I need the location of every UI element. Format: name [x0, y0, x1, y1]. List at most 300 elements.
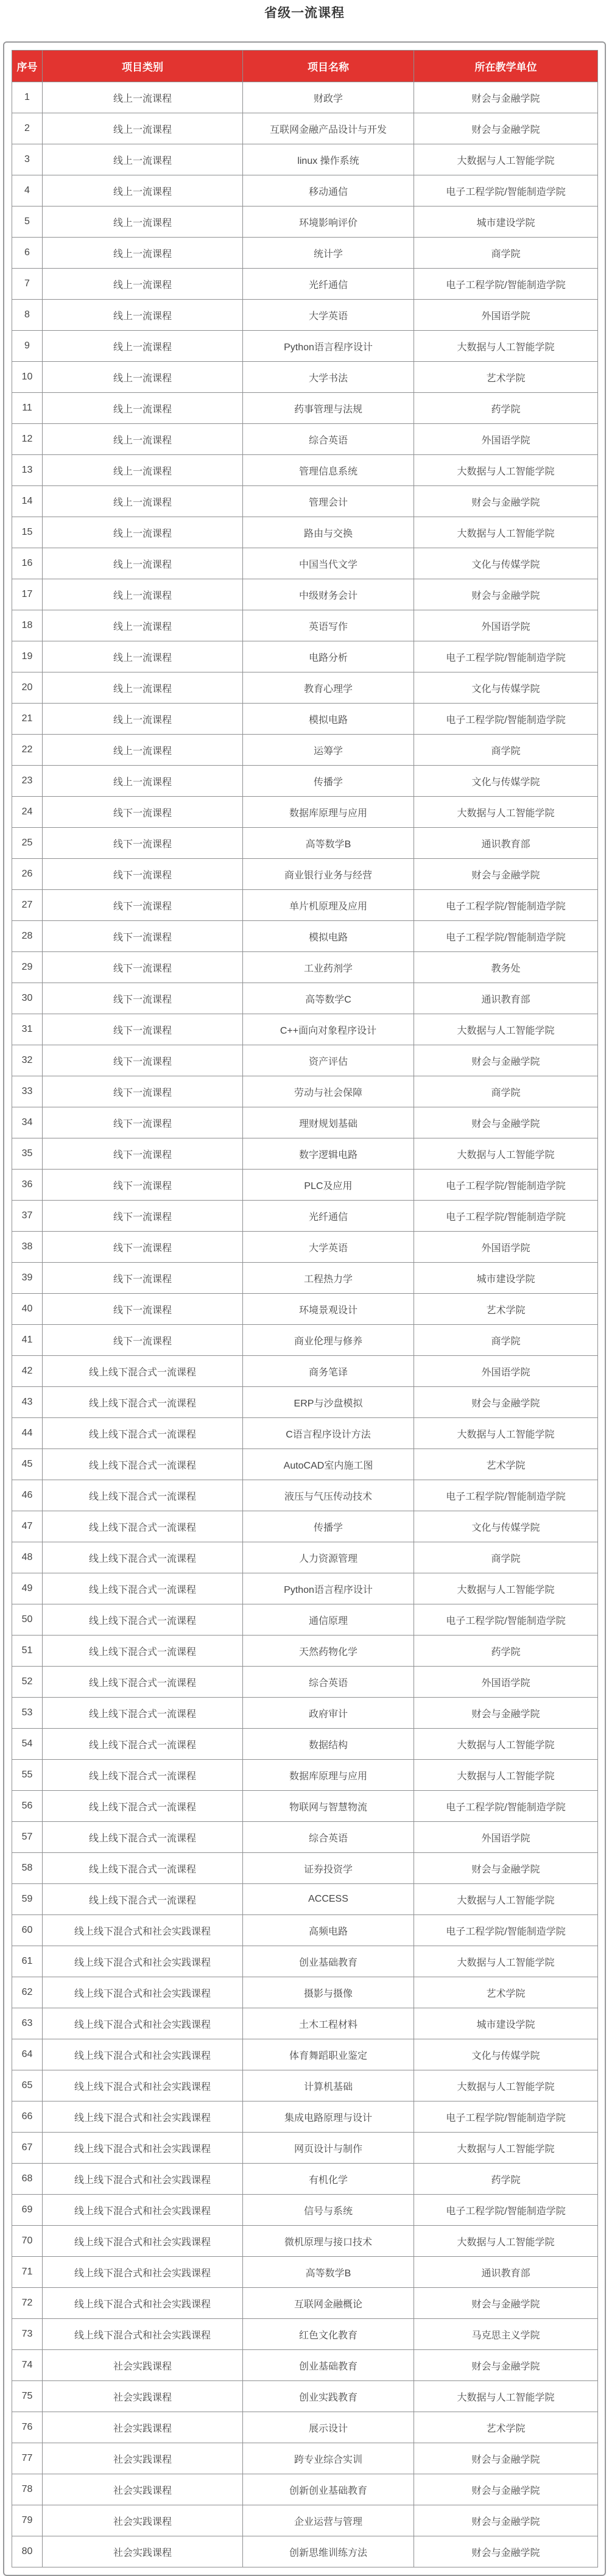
unit-cell: 电子工程学院/智能制造学院: [414, 269, 598, 300]
category-cell: 线上线下混合式和社会实践课程: [43, 2101, 243, 2133]
table-container: [3, 41, 606, 2576]
category-cell: 线上线下混合式一流课程: [43, 1760, 243, 1791]
unit-cell: 财会与金融学院: [414, 1107, 598, 1138]
course-name-cell: 高等数学B: [243, 828, 414, 859]
unit-cell: 药学院: [414, 2164, 598, 2195]
course-name-cell: 有机化学: [243, 2164, 414, 2195]
unit-cell: 通识教育部: [414, 2257, 598, 2288]
course-name-cell: 管理会计: [243, 486, 414, 517]
course-name-cell: 资产评估: [243, 1045, 414, 1076]
unit-cell: 电子工程学院/智能制造学院: [414, 2195, 598, 2226]
category-cell: 线上线下混合式和社会实践课程: [43, 2226, 243, 2257]
category-cell: 线下一流课程: [43, 859, 243, 890]
category-cell: 线上线下混合式一流课程: [43, 1636, 243, 1667]
table-row: [12, 1915, 598, 1946]
unit-cell: 电子工程学院/智能制造学院: [414, 1201, 598, 1232]
row-index-cell: 32: [12, 1045, 43, 1076]
category-cell: 线上一流课程: [43, 144, 243, 175]
unit-cell: 大数据与人工智能学院: [414, 517, 598, 548]
row-index-cell: 66: [12, 2101, 43, 2133]
unit-cell: 商学院: [414, 735, 598, 766]
category-cell: 线上线下混合式一流课程: [43, 1667, 243, 1698]
course-name-cell: AutoCAD室内施工图: [243, 1449, 414, 1480]
table-row: [12, 1076, 598, 1107]
row-index-cell: 30: [12, 983, 43, 1014]
table-row: [12, 1294, 598, 1325]
row-index-cell: 47: [12, 1511, 43, 1542]
category-cell: 线下一流课程: [43, 921, 243, 952]
table-row: [12, 1542, 598, 1573]
course-table: [12, 50, 598, 2567]
category-cell: 线上一流课程: [43, 206, 243, 238]
table-row: [12, 1170, 598, 1201]
course-name-cell: 企业运营与管理: [243, 2505, 414, 2536]
table-row: [12, 1263, 598, 1294]
unit-cell: 财会与金融学院: [414, 82, 598, 113]
table-row: [12, 1356, 598, 1387]
category-cell: 线上一流课程: [43, 517, 243, 548]
table-row: [12, 1325, 598, 1356]
category-cell: 线上线下混合式一流课程: [43, 1884, 243, 1915]
unit-cell: 外国语学院: [414, 1822, 598, 1853]
row-index-cell: 16: [12, 548, 43, 579]
course-name-cell: 创业基础教育: [243, 1946, 414, 1977]
row-index-cell: 77: [12, 2443, 43, 2474]
category-cell: 线上一流课程: [43, 175, 243, 206]
category-cell: 线上一流课程: [43, 704, 243, 735]
row-index-cell: 15: [12, 517, 43, 548]
row-index-cell: 59: [12, 1884, 43, 1915]
unit-cell: 艺术学院: [414, 1294, 598, 1325]
category-cell: 线上线下混合式一流课程: [43, 1387, 243, 1418]
category-cell: 线上线下混合式一流课程: [43, 1356, 243, 1387]
table-row: [12, 2070, 598, 2101]
course-name-cell: Python语言程序设计: [243, 1573, 414, 1604]
row-index-cell: 22: [12, 735, 43, 766]
course-name-cell: 商务笔译: [243, 1356, 414, 1387]
unit-cell: 大数据与人工智能学院: [414, 2226, 598, 2257]
category-cell: 线上一流课程: [43, 766, 243, 797]
table-row: [12, 331, 598, 362]
row-index-cell: 43: [12, 1387, 43, 1418]
table-row: [12, 1573, 598, 1604]
row-index-cell: 70: [12, 2226, 43, 2257]
unit-cell: 大数据与人工智能学院: [414, 2070, 598, 2101]
course-name-cell: 大学书法: [243, 362, 414, 393]
unit-cell: 大数据与人工智能学院: [414, 2133, 598, 2164]
category-cell: 线上线下混合式一流课程: [43, 1604, 243, 1636]
course-name-cell: 单片机原理及应用: [243, 890, 414, 921]
row-index-cell: 26: [12, 859, 43, 890]
row-index-cell: 63: [12, 2008, 43, 2039]
course-name-cell: 劳动与社会保障: [243, 1076, 414, 1107]
category-cell: 线下一流课程: [43, 1076, 243, 1107]
category-cell: 线上一流课程: [43, 672, 243, 704]
table-row: [12, 1760, 598, 1791]
row-index-cell: 76: [12, 2412, 43, 2443]
table-row: [12, 393, 598, 424]
category-cell: 线上一流课程: [43, 269, 243, 300]
table-row: [12, 641, 598, 672]
course-name-cell: 商业伦理与修养: [243, 1325, 414, 1356]
table-row: [12, 1884, 598, 1915]
row-index-cell: 11: [12, 393, 43, 424]
unit-cell: 文化与传媒学院: [414, 672, 598, 704]
unit-cell: 商学院: [414, 1325, 598, 1356]
course-name-cell: 微机原理与接口技术: [243, 2226, 414, 2257]
row-index-cell: 37: [12, 1201, 43, 1232]
course-name-cell: 信号与系统: [243, 2195, 414, 2226]
unit-cell: 电子工程学院/智能制造学院: [414, 921, 598, 952]
table-row: [12, 797, 598, 828]
category-cell: 线上线下混合式一流课程: [43, 1480, 243, 1511]
unit-cell: 教务处: [414, 952, 598, 983]
table-row: [12, 1511, 598, 1542]
course-name-cell: 高等数学B: [243, 2257, 414, 2288]
table-row: [12, 704, 598, 735]
category-cell: 线上线下混合式一流课程: [43, 1853, 243, 1884]
category-cell: 线下一流课程: [43, 1294, 243, 1325]
course-name-cell: 英语写作: [243, 610, 414, 641]
row-index-cell: 23: [12, 766, 43, 797]
row-index-cell: 28: [12, 921, 43, 952]
table-row: [12, 672, 598, 704]
category-cell: 线上线下混合式一流课程: [43, 1791, 243, 1822]
row-index-cell: 54: [12, 1729, 43, 1760]
table-row: [12, 1107, 598, 1138]
course-name-cell: 政府审计: [243, 1698, 414, 1729]
table-header-row: [12, 51, 598, 82]
table-row: [12, 175, 598, 206]
unit-cell: 财会与金融学院: [414, 2443, 598, 2474]
category-cell: 线上线下混合式和社会实践课程: [43, 2195, 243, 2226]
unit-cell: 财会与金融学院: [414, 2536, 598, 2567]
row-index-cell: 34: [12, 1107, 43, 1138]
category-cell: 社会实践课程: [43, 2505, 243, 2536]
unit-cell: 大数据与人工智能学院: [414, 1760, 598, 1791]
course-name-cell: 红色文化教育: [243, 2319, 414, 2350]
category-cell: 线上线下混合式和社会实践课程: [43, 2039, 243, 2070]
category-cell: 线上线下混合式和社会实践课程: [43, 2319, 243, 2350]
course-name-cell: 创新创业基础教育: [243, 2474, 414, 2505]
course-name-cell: 财政学: [243, 82, 414, 113]
course-name-cell: 土木工程材料: [243, 2008, 414, 2039]
course-name-cell: 中国当代文学: [243, 548, 414, 579]
row-index-cell: 51: [12, 1636, 43, 1667]
category-cell: 线上一流课程: [43, 579, 243, 610]
unit-cell: 城市建设学院: [414, 2008, 598, 2039]
category-cell: 线上一流课程: [43, 362, 243, 393]
category-cell: 线下一流课程: [43, 828, 243, 859]
course-name-cell: 药事管理与法规: [243, 393, 414, 424]
category-cell: 线上线下混合式一流课程: [43, 1542, 243, 1573]
table-row: [12, 2381, 598, 2412]
table-row: [12, 1791, 598, 1822]
category-cell: 线上一流课程: [43, 455, 243, 486]
unit-cell: 财会与金融学院: [414, 2474, 598, 2505]
row-index-cell: 57: [12, 1822, 43, 1853]
table-row: [12, 2412, 598, 2443]
unit-cell: 财会与金融学院: [414, 2350, 598, 2381]
table-row: [12, 113, 598, 144]
course-name-cell: 数据库原理与应用: [243, 797, 414, 828]
row-index-cell: 74: [12, 2350, 43, 2381]
unit-cell: 大数据与人工智能学院: [414, 1946, 598, 1977]
unit-cell: 商学院: [414, 1542, 598, 1573]
course-name-cell: 传播学: [243, 1511, 414, 1542]
course-name-cell: 路由与交换: [243, 517, 414, 548]
table-row: [12, 1822, 598, 1853]
table-row: [12, 2536, 598, 2567]
col-header-category: 项目类别: [43, 51, 243, 82]
col-header-unit: 所在教学单位: [414, 51, 598, 82]
category-cell: 线上线下混合式和社会实践课程: [43, 1946, 243, 1977]
row-index-cell: 36: [12, 1170, 43, 1201]
row-index-cell: 45: [12, 1449, 43, 1480]
category-cell: 线上一流课程: [43, 641, 243, 672]
course-name-cell: 光纤通信: [243, 1201, 414, 1232]
category-cell: 线下一流课程: [43, 890, 243, 921]
course-name-cell: 互联网金融概论: [243, 2288, 414, 2319]
unit-cell: 财会与金融学院: [414, 859, 598, 890]
unit-cell: 财会与金融学院: [414, 1853, 598, 1884]
table-row: [12, 2164, 598, 2195]
course-name-cell: 跨专业综合实训: [243, 2443, 414, 2474]
row-index-cell: 18: [12, 610, 43, 641]
unit-cell: 电子工程学院/智能制造学院: [414, 1604, 598, 1636]
category-cell: 线上一流课程: [43, 300, 243, 331]
row-index-cell: 6: [12, 238, 43, 269]
table-row: [12, 362, 598, 393]
course-name-cell: 光纤通信: [243, 269, 414, 300]
row-index-cell: 79: [12, 2505, 43, 2536]
row-index-cell: 31: [12, 1014, 43, 1045]
category-cell: 线上一流课程: [43, 424, 243, 455]
course-name-cell: 模拟电路: [243, 921, 414, 952]
course-name-cell: 高等数学C: [243, 983, 414, 1014]
row-index-cell: 20: [12, 672, 43, 704]
row-index-cell: 53: [12, 1698, 43, 1729]
course-name-cell: 传播学: [243, 766, 414, 797]
course-name-cell: 运筹学: [243, 735, 414, 766]
unit-cell: 电子工程学院/智能制造学院: [414, 1915, 598, 1946]
course-name-cell: 集成电路原理与设计: [243, 2101, 414, 2133]
table-row: [12, 1604, 598, 1636]
row-index-cell: 60: [12, 1915, 43, 1946]
unit-cell: 大数据与人工智能学院: [414, 1884, 598, 1915]
row-index-cell: 27: [12, 890, 43, 921]
course-name-cell: 体育舞蹈职业鉴定: [243, 2039, 414, 2070]
course-name-cell: 理财规划基础: [243, 1107, 414, 1138]
row-index-cell: 19: [12, 641, 43, 672]
unit-cell: 财会与金融学院: [414, 1698, 598, 1729]
table-row: [12, 1667, 598, 1698]
table-row: [12, 610, 598, 641]
unit-cell: 大数据与人工智能学院: [414, 1573, 598, 1604]
category-cell: 线上线下混合式一流课程: [43, 1822, 243, 1853]
category-cell: 线上线下混合式和社会实践课程: [43, 2133, 243, 2164]
row-index-cell: 38: [12, 1232, 43, 1263]
table-row: [12, 1387, 598, 1418]
row-index-cell: 71: [12, 2257, 43, 2288]
table-row: [12, 1729, 598, 1760]
row-index-cell: 73: [12, 2319, 43, 2350]
unit-cell: 外国语学院: [414, 1356, 598, 1387]
table-row: [12, 1636, 598, 1667]
category-cell: 线上一流课程: [43, 238, 243, 269]
category-cell: 社会实践课程: [43, 2350, 243, 2381]
col-header-course-name: 项目名称: [243, 51, 414, 82]
course-name-cell: 高频电路: [243, 1915, 414, 1946]
course-name-cell: Python语言程序设计: [243, 331, 414, 362]
table-row: [12, 517, 598, 548]
unit-cell: 大数据与人工智能学院: [414, 144, 598, 175]
row-index-cell: 61: [12, 1946, 43, 1977]
category-cell: 社会实践课程: [43, 2412, 243, 2443]
category-cell: 线下一流课程: [43, 1325, 243, 1356]
unit-cell: 通识教育部: [414, 983, 598, 1014]
course-name-cell: 大学英语: [243, 300, 414, 331]
course-name-cell: 数据结构: [243, 1729, 414, 1760]
row-index-cell: 41: [12, 1325, 43, 1356]
table-row: [12, 82, 598, 113]
unit-cell: 外国语学院: [414, 424, 598, 455]
row-index-cell: 58: [12, 1853, 43, 1884]
table-row: [12, 1418, 598, 1449]
page-title: 省级一流课程: [264, 6, 345, 20]
course-name-cell: 天然药物化学: [243, 1636, 414, 1667]
unit-cell: 财会与金融学院: [414, 1387, 598, 1418]
unit-cell: 药学院: [414, 393, 598, 424]
category-cell: 线上线下混合式一流课程: [43, 1729, 243, 1760]
table-row: [12, 2008, 598, 2039]
unit-cell: 外国语学院: [414, 1667, 598, 1698]
row-index-cell: 75: [12, 2381, 43, 2412]
course-name-cell: 综合英语: [243, 1822, 414, 1853]
unit-cell: 电子工程学院/智能制造学院: [414, 1791, 598, 1822]
course-name-cell: ACCESS: [243, 1884, 414, 1915]
unit-cell: 城市建设学院: [414, 206, 598, 238]
row-index-cell: 67: [12, 2133, 43, 2164]
row-index-cell: 12: [12, 424, 43, 455]
unit-cell: 财会与金融学院: [414, 113, 598, 144]
table-row: [12, 1698, 598, 1729]
table-row: [12, 486, 598, 517]
course-name-cell: 证券投资学: [243, 1853, 414, 1884]
row-index-cell: 68: [12, 2164, 43, 2195]
unit-cell: 马克思主义学院: [414, 2319, 598, 2350]
row-index-cell: 33: [12, 1076, 43, 1107]
category-cell: 线上一流课程: [43, 331, 243, 362]
course-name-cell: 互联网金融产品设计与开发: [243, 113, 414, 144]
table-row: [12, 300, 598, 331]
course-name-cell: 环境影响评价: [243, 206, 414, 238]
table-row: [12, 2195, 598, 2226]
col-header-index: 序号: [12, 51, 43, 82]
course-name-cell: 管理信息系统: [243, 455, 414, 486]
course-name-cell: 模拟电路: [243, 704, 414, 735]
unit-cell: 财会与金融学院: [414, 579, 598, 610]
category-cell: 线上线下混合式一流课程: [43, 1418, 243, 1449]
table-row: [12, 238, 598, 269]
category-cell: 线上线下混合式一流课程: [43, 1573, 243, 1604]
unit-cell: 文化与传媒学院: [414, 2039, 598, 2070]
course-name-cell: 创业实践教育: [243, 2381, 414, 2412]
row-index-cell: 72: [12, 2288, 43, 2319]
row-index-cell: 29: [12, 952, 43, 983]
category-cell: 线上线下混合式一流课程: [43, 1449, 243, 1480]
row-index-cell: 21: [12, 704, 43, 735]
course-name-cell: 统计学: [243, 238, 414, 269]
course-name-cell: 中级财务会计: [243, 579, 414, 610]
unit-cell: 财会与金融学院: [414, 1045, 598, 1076]
unit-cell: 商学院: [414, 238, 598, 269]
unit-cell: 艺术学院: [414, 362, 598, 393]
table-row: [12, 2474, 598, 2505]
unit-cell: 财会与金融学院: [414, 2505, 598, 2536]
category-cell: 线上一流课程: [43, 82, 243, 113]
row-index-cell: 80: [12, 2536, 43, 2567]
category-cell: 线下一流课程: [43, 1107, 243, 1138]
course-name-cell: linux 操作系统: [243, 144, 414, 175]
category-cell: 线下一流课程: [43, 1045, 243, 1076]
table-row: [12, 455, 598, 486]
row-index-cell: 10: [12, 362, 43, 393]
category-cell: 线下一流课程: [43, 1263, 243, 1294]
category-cell: 线上线下混合式和社会实践课程: [43, 2288, 243, 2319]
row-index-cell: 50: [12, 1604, 43, 1636]
unit-cell: 城市建设学院: [414, 1263, 598, 1294]
table-row: [12, 859, 598, 890]
course-name-cell: 综合英语: [243, 424, 414, 455]
category-cell: 线上线下混合式和社会实践课程: [43, 2070, 243, 2101]
unit-cell: 外国语学院: [414, 300, 598, 331]
table-row: [12, 2288, 598, 2319]
unit-cell: 艺术学院: [414, 2412, 598, 2443]
course-name-cell: 工程热力学: [243, 1263, 414, 1294]
category-cell: 线上一流课程: [43, 393, 243, 424]
table-row: [12, 2226, 598, 2257]
row-index-cell: 3: [12, 144, 43, 175]
table-row: [12, 1045, 598, 1076]
row-index-cell: 40: [12, 1294, 43, 1325]
table-row: [12, 1138, 598, 1170]
row-index-cell: 62: [12, 1977, 43, 2008]
course-name-cell: 数字逻辑电路: [243, 1138, 414, 1170]
table-row: [12, 1853, 598, 1884]
category-cell: 线下一流课程: [43, 1232, 243, 1263]
unit-cell: 电子工程学院/智能制造学院: [414, 890, 598, 921]
unit-cell: 大数据与人工智能学院: [414, 1014, 598, 1045]
category-cell: 线上线下混合式和社会实践课程: [43, 2164, 243, 2195]
course-name-cell: 商业银行业务与经营: [243, 859, 414, 890]
table-row: [12, 2350, 598, 2381]
course-name-cell: 物联网与智慧物流: [243, 1791, 414, 1822]
row-index-cell: 64: [12, 2039, 43, 2070]
category-cell: 线下一流课程: [43, 1170, 243, 1201]
table-row: [12, 1977, 598, 2008]
table-row: [12, 579, 598, 610]
table-row: [12, 2101, 598, 2133]
course-name-cell: 移动通信: [243, 175, 414, 206]
row-index-cell: 8: [12, 300, 43, 331]
category-cell: 线下一流课程: [43, 1138, 243, 1170]
table-row: [12, 424, 598, 455]
course-name-cell: 环境景观设计: [243, 1294, 414, 1325]
category-cell: 线上线下混合式和社会实践课程: [43, 1977, 243, 2008]
unit-cell: 大数据与人工智能学院: [414, 1418, 598, 1449]
unit-cell: 电子工程学院/智能制造学院: [414, 641, 598, 672]
